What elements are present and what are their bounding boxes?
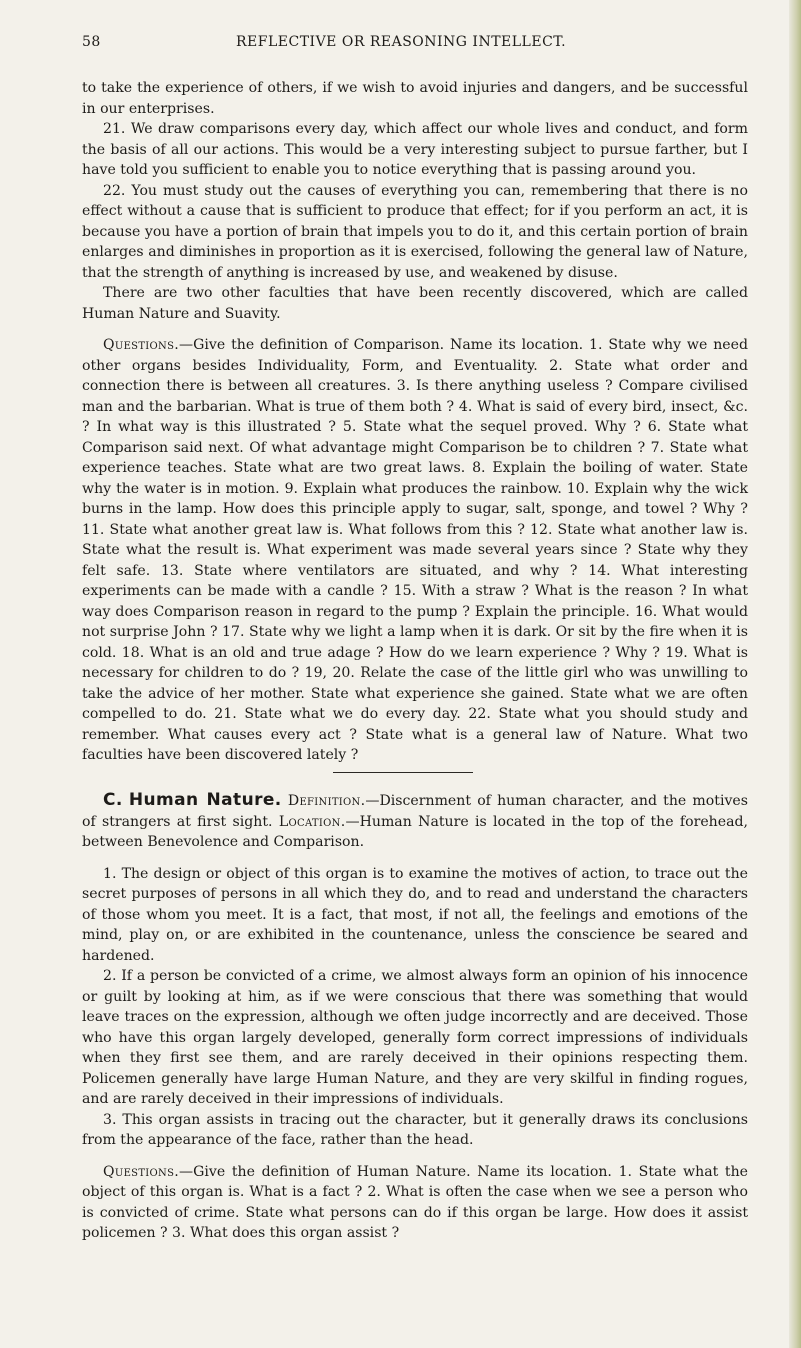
- section-paragraph-2: 2. If a person be convicted of a crime, we almost always form an opinion of his innocence or guilt by looking at him, as if we were conscious that there was something that would leave traces on the expression, although we often judge incorrectly and are deceived. Those who have this organ largely developed, generally form correct impressions of individuals when they first see them, and are rarely deceived in their opinions respecting them. Policemen generally have large Human Nature, and they are very skilful in finding rogues, and are rarely deceived in their impressions of individuals.: [82, 968, 748, 1107]
- section-human-nature: [82, 790, 748, 1244]
- section-title: Human Nature.: [128, 790, 282, 810]
- section-paragraph-3: 3. This organ assists in tracing out the character, but it generally draws its conclusions from the appearance of the face, rather than the head.: [82, 1111, 748, 1148]
- running-header: [82, 34, 742, 58]
- paragraph-continuation: to take the experience of others, if we wish to avoid injuries and dangers, and be successful in our enterprises.: [82, 80, 748, 117]
- section-questions-label: Questions.: [103, 1163, 180, 1180]
- location-label: Location.: [278, 813, 346, 830]
- running-title: REFLECTIVE OR REASONING INTELLECT.: [236, 34, 567, 50]
- section-heading: [82, 790, 748, 853]
- page-edge: [789, 0, 801, 1348]
- page-number: 58: [82, 34, 101, 50]
- main-text: [82, 78, 748, 766]
- definition-label: Definition.: [287, 793, 366, 809]
- questions-label: Questions.: [103, 337, 180, 353]
- paragraph-21: 21. We draw comparisons every day, which affect our whole lives and conduct, and form the basis of all our actions. This would be a very interesting subject to pursue farther, but I have told you sufficient to enable you to notice everything that is passing around you.: [82, 121, 748, 178]
- section-letter: C.: [103, 790, 123, 810]
- questions-human-nature: [82, 1162, 748, 1244]
- section-paragraph-1: 1. The design or object of this organ is to examine the motives of action, to trace out the secret purposes of persons in all which they do, and to read and understand the characters of those whom you meet. It is a fact, that most, if not all, the feelings and emotions of the mind, play on, or are exhibited in the countenance, unless the conscience be seared and hardened.: [82, 865, 748, 964]
- paragraph-faculties: There are two other faculties that have been recently discovered, which are called Human Nature and Suavity.: [82, 285, 748, 322]
- questions-text: —Give the definition of Comparison. Name its location. 1. State why we need other organs besides Individuality, Form, and Eventuality. 2. State what order and connection there is between all creatures. 3. Is there anything useless ? Compare civilised man and the barbarian. What is true of them both ? 4. What is said of every bird, insect, &c. ? In what way is this illustrated ? 5. State what the sequel proved. Why ? 6. State what Comparison said next. Of what advantage might Comparison be to children ? 7. State what experience teaches. State what are two great laws. 8. Explain the boiling of water. State why the water is in motion. 9. Explain what produces the rainbow. 10. Explain why the wick burns in the lamp. How does this principle apply to sugar, salt, sponge, and towel ? Why ? 11. State what another great law is. What follows from this ? 12. State what another law is. State what the result is. What experiment was made several years since ? State why they felt safe. 13. State where ventilators are situated, and why ? 14. What interesting experiments can be made with a candle ? 15. With a straw ? What is the reason ? In what way does Comparison reason in regard to the pump ? Explain the principle. 16. What would not surprise John ? 17. State why we light a lamp when it is dark. Or sit by the fire when it is cold. 18. What is an old and true adage ? How do we learn experience ? Why ? 19. What is necessary for children to do ? 19, 20. Relate the case of the little girl who was unwilling to take the advice of her mother. State what experience she gained. State what we are often compelled to do. 21. State what we do every day. 22. State what you should study and remember. What causes every act ? State what is a general law of Nature. What two faculties have been discovered lately ?: [82, 337, 748, 763]
- section-questions-text: —Give the definition of Human Nature. Name its location. 1. State what the object of this organ is. What is a fact ? 2. What is often the case when we see a person who is convicted of crime. State what persons can do if this organ be large. How does it assist policemen ? 3. What does this organ assist ?: [82, 1163, 748, 1241]
- definition-text: —Discernment of human character, and the motives of strangers at first sight.: [82, 793, 748, 830]
- questions-comparison: [82, 335, 748, 766]
- location-text: —Human Nature is located in the top of the forehead, between Benevolence and Comparison.: [82, 813, 748, 850]
- paragraph-22: 22. You must study out the causes of everything you can, remembering that there is no effect without a cause that is sufficient to produce that effect; for if you perform an act, it is because you have a portion of brain that impels you to do it, and this certain portion of brain enlarges and diminishes in proportion as it is exercised, following the general law of Nature, that the strength of anything is increased by use, and weakened by disuse.: [82, 182, 748, 281]
- section-divider: [333, 772, 473, 773]
